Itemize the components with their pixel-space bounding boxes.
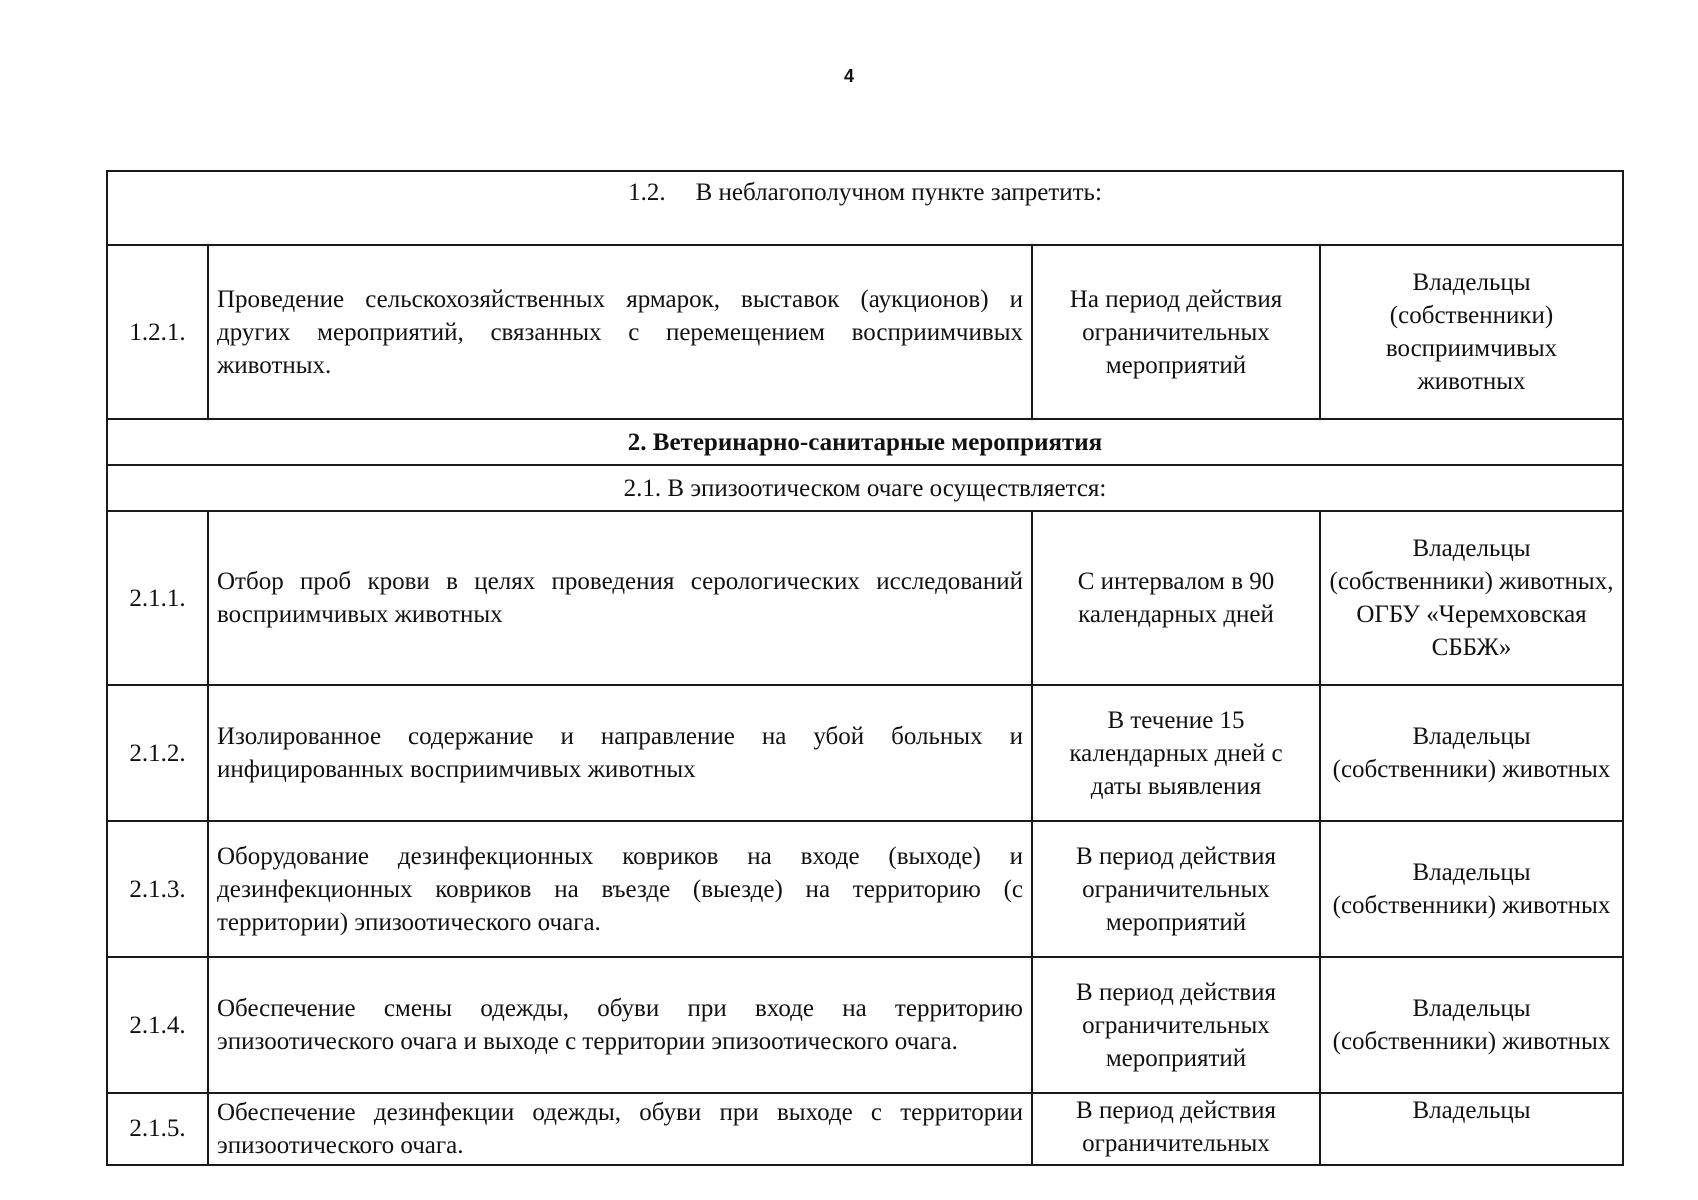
- item-number: 2.1.2.: [107, 685, 208, 821]
- page-number: 4: [843, 66, 854, 86]
- table-row-2-1-5: [107, 1093, 1623, 1165]
- item-number: 2.1.5.: [107, 1093, 208, 1165]
- item-responsible: Владельцы: [1320, 1093, 1623, 1165]
- item-term: В период действия ограничительных мероприятий: [1032, 821, 1320, 957]
- subsection-title: В неблагополучном пункте запретить:: [695, 179, 1102, 206]
- table-row-2-1-4: [107, 957, 1623, 1093]
- table-row-section-2: [107, 419, 1623, 465]
- table-row-1-2-1: [107, 245, 1623, 419]
- table-row-2-1-2: [107, 685, 1623, 821]
- table-row-1-2: [107, 171, 1623, 245]
- item-responsible: Владельцы (собственники) восприимчивых животных: [1320, 245, 1623, 419]
- item-description: Обеспечение дезинфекции одежды, обуви при выходе с территории эпизоотического очага.: [208, 1093, 1032, 1165]
- measures-table: [106, 170, 1624, 1166]
- item-number: 2.1.1.: [107, 511, 208, 685]
- item-description: Отбор проб крови в целях проведения серологических исследований восприимчивых животных: [208, 511, 1032, 685]
- section-heading-2: 2. Ветеринарно-санитарные мероприятия: [107, 419, 1623, 465]
- item-number: 2.1.3.: [107, 821, 208, 957]
- subsection-heading-1-2: [107, 171, 1623, 245]
- item-number: 1.2.1.: [107, 245, 208, 419]
- table-row-2-1-1: [107, 511, 1623, 685]
- item-number: 2.1.4.: [107, 957, 208, 1093]
- item-responsible: Владельцы (собственники) животных, ОГБУ «Черемховская СББЖ»: [1320, 511, 1623, 685]
- item-term: В период действия ограничительных мероприятий: [1032, 957, 1320, 1093]
- item-responsible: Владельцы (собственники) животных: [1320, 821, 1623, 957]
- table-row-2-1-3: [107, 821, 1623, 957]
- item-term: В период действия ограничительных: [1032, 1093, 1320, 1165]
- item-term: В течение 15 календарных дней с даты выявления: [1032, 685, 1320, 821]
- item-description: Оборудование дезинфекционных ковриков на входе (выходе) и дезинфекционных ковриков на въезде (выезде) на территорию (с территории) эпизоотического очага.: [208, 821, 1032, 957]
- item-responsible: Владельцы (собственники) животных: [1320, 685, 1623, 821]
- item-term: На период действия ограничительных мероприятий: [1032, 245, 1320, 419]
- subsection-number: 1.2.: [628, 179, 666, 206]
- item-responsible: Владельцы (собственники) животных: [1320, 957, 1623, 1093]
- item-term: С интервалом в 90 календарных дней: [1032, 511, 1320, 685]
- item-description: Проведение сельскохозяйственных ярмарок, выставок (аукционов) и других мероприятий, связанных с перемещением восприимчивых животных.: [208, 245, 1032, 419]
- item-description: Обеспечение смены одежды, обуви при входе на территорию эпизоотического очага и выходе с территории эпизоотического очага.: [208, 957, 1032, 1093]
- subsection-heading-2-1: 2.1. В эпизоотическом очаге осуществляется:: [107, 465, 1623, 511]
- item-description: Изолированное содержание и направление на убой больных и инфицированных восприимчивых животных: [208, 685, 1032, 821]
- table-row-2-1: [107, 465, 1623, 511]
